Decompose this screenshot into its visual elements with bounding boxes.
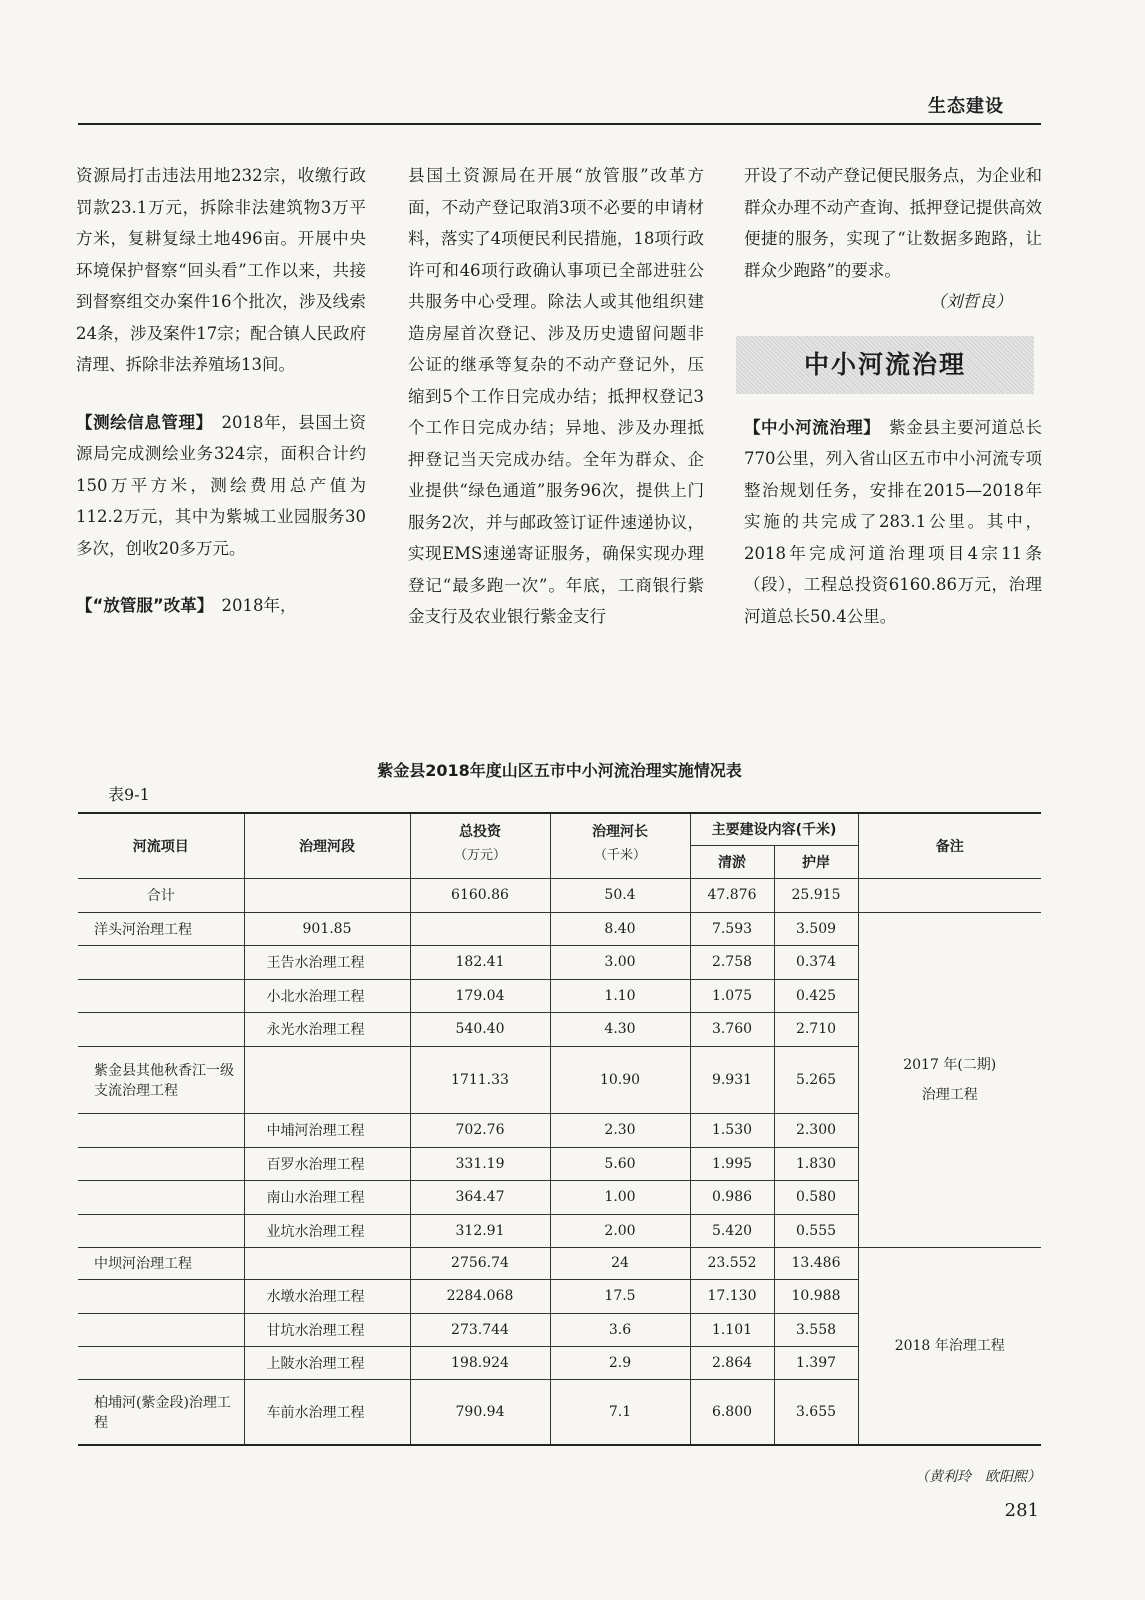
project-cell	[78, 1279, 244, 1313]
header-note: 备注	[858, 813, 1041, 878]
paragraph-text: 紫金县主要河道总长770公里，列入省山区五市中小河流专项整治规划任务，安排在2015—2018年实施的共完成了283.1公里。其中，2018年完成河道治理项目4宗11条（段），工程总投资6160.86万元，治理河道总长50.4公里。	[744, 417, 1043, 626]
length-cell: 24	[550, 1247, 690, 1279]
dredge-cell: 1.101	[690, 1313, 774, 1346]
length-cell: 50.4	[550, 878, 690, 912]
investment-cell: 790.94	[410, 1379, 550, 1445]
header-section: 治理河段	[244, 813, 410, 878]
text-column-2	[408, 160, 704, 633]
header-investment: 总投资 （万元）	[410, 813, 550, 878]
length-cell: 17.5	[550, 1279, 690, 1313]
note-line: 2017 年(二期)	[903, 1056, 997, 1073]
dredge-cell: 1.075	[690, 979, 774, 1012]
page-number: 281	[1004, 1500, 1039, 1521]
bank-cell: 2.300	[774, 1113, 858, 1147]
paragraph-heading: 【“放管服”改革】	[76, 596, 205, 615]
investment-cell: 702.76	[410, 1113, 550, 1147]
project-cell	[78, 1180, 244, 1214]
paragraph	[408, 160, 704, 633]
table-credit: （黄利玲 欧阳熙）	[915, 1469, 1041, 1485]
bank-cell: 2.710	[774, 1012, 858, 1046]
project-cell: 洋头河治理工程	[78, 912, 244, 945]
length-cell: 3.6	[550, 1313, 690, 1346]
project-cell: 紫金县其他秋香江一级支流治理工程	[78, 1046, 244, 1113]
length-cell: 5.60	[550, 1147, 690, 1180]
length-cell: 1.10	[550, 979, 690, 1012]
header-dredge: 清淤	[690, 845, 774, 878]
section-heading-box: 中小河流治理	[736, 336, 1034, 394]
dredge-cell: 9.931	[690, 1046, 774, 1113]
investment-cell: 331.19	[410, 1147, 550, 1180]
length-cell: 1.00	[550, 1180, 690, 1214]
dredge-cell: 1.530	[690, 1113, 774, 1147]
paragraph-text: 开设了不动产登记便民服务点，为企业和群众办理不动产查询、抵押登记提供高效便捷的服务，实现了“让数据多跑路，让群众少跑路”的要求。	[744, 166, 1042, 280]
investment-cell: 540.40	[410, 1012, 550, 1046]
paragraph	[76, 407, 366, 565]
bank-cell: 5.265	[774, 1046, 858, 1113]
table-row	[78, 1247, 1041, 1279]
investment-cell: 182.41	[410, 945, 550, 979]
section-cell: 中埔河治理工程	[244, 1113, 410, 1147]
paragraph-heading: 【中小河流治理】	[744, 417, 873, 437]
dredge-cell: 17.130	[690, 1279, 774, 1313]
dredge-cell: 0.986	[690, 1180, 774, 1214]
dredge-cell: 3.760	[690, 1012, 774, 1046]
investment-cell: 364.47	[410, 1180, 550, 1214]
section-cell	[244, 1247, 410, 1279]
paragraph-heading: 【测绘信息管理】	[76, 412, 205, 432]
section-cell: 小北水治理工程	[244, 979, 410, 1012]
paragraph-text: 县国土资源局在开展“放管服”改革方面，不动产登记取消3项不必要的申请材料，落实了4项便民利民措施，18项行政许可和46项行政确认事项已全部进驻公共服务中心受理。除法人或其他组织建造房屋首次登记、涉及历史遗留问题非公证的继承等复杂的不动产登记外，压缩到5个工作日完成办结；抵押权登记3个工作日完成办结；异地、涉及办理抵押登记当天完成办结。全年为群众、企业提供“绿色通道”服务96次，提供上门服务2次，并与邮政签订证件速递协议，实现EMS速递寄证服务，确保实现办理登记“最多跑一次”。年底，工商银行紫金支行及农业银行紫金支行	[408, 166, 704, 626]
project-cell	[78, 1313, 244, 1346]
bank-cell: 3.655	[774, 1379, 858, 1445]
paragraph-text: 资源局打击违法用地232宗，收缴行政罚款23.1万元，拆除非法建筑物3万平方米，复耕复绿土地496亩。开展中央环境保护督察“回头看”工作以来，共接到督察组交办案件16个批次，涉及线索24条，涉及案件17宗；配合镇人民政府清理、拆除非法养殖场13间。	[76, 166, 366, 374]
bank-cell: 3.558	[774, 1313, 858, 1346]
author-credit	[744, 286, 1042, 318]
paragraph-text: 2018年，	[204, 596, 297, 615]
investment-cell: 2756.74	[410, 1247, 550, 1279]
dredge-cell: 7.593	[690, 912, 774, 945]
dredge-cell: 2.758	[690, 945, 774, 979]
section-cell	[244, 1046, 410, 1113]
section-cell: 南山水治理工程	[244, 1180, 410, 1214]
investment-cell: 312.91	[410, 1214, 550, 1247]
section-cell: 901.85	[244, 912, 410, 945]
length-cell: 2.00	[550, 1214, 690, 1247]
dredge-cell: 47.876	[690, 878, 774, 912]
length-cell: 4.30	[550, 1012, 690, 1046]
header-bank: 护岸	[774, 845, 858, 878]
section-cell: 上陂水治理工程	[244, 1346, 410, 1379]
bank-cell: 0.374	[774, 945, 858, 979]
investment-cell	[410, 912, 550, 945]
investment-cell: 2284.068	[410, 1279, 550, 1313]
bank-cell: 0.555	[774, 1214, 858, 1247]
paragraph-text: （刘哲良）	[929, 292, 1012, 311]
note-line: 治理工程	[921, 1086, 978, 1103]
project-cell	[78, 1012, 244, 1046]
section-cell: 王告水治理工程	[244, 945, 410, 979]
dredge-cell: 6.800	[690, 1379, 774, 1445]
bank-cell: 1.397	[774, 1346, 858, 1379]
note-cell	[858, 912, 1041, 1247]
section-cell: 水墩水治理工程	[244, 1279, 410, 1313]
text-column-1	[76, 160, 366, 622]
investment-cell: 179.04	[410, 979, 550, 1012]
text-column-3	[744, 160, 1042, 632]
section-cell: 甘坑水治理工程	[244, 1313, 410, 1346]
header-rule	[78, 123, 1041, 125]
investment-cell: 1711.33	[410, 1046, 550, 1113]
table-row	[78, 912, 1041, 945]
header-main-content: 主要建设内容(千米)	[690, 813, 858, 845]
section-cell: 业坑水治理工程	[244, 1214, 410, 1247]
total-label-cell: 合计	[78, 878, 244, 912]
bank-cell: 3.509	[774, 912, 858, 945]
paragraph	[76, 160, 366, 381]
paragraph	[76, 590, 366, 622]
length-cell: 8.40	[550, 912, 690, 945]
investment-cell: 6160.86	[410, 878, 550, 912]
length-cell: 2.30	[550, 1113, 690, 1147]
length-cell: 3.00	[550, 945, 690, 979]
paragraph-text: 2018年，县国土资源局完成测绘业务324宗，面积合计约150万平方米，测绘费用总产值为112.2万元，其中为紫城工业园服务30多次，创收20多万元。	[76, 412, 366, 558]
header-length: 治理河长 （千米）	[550, 813, 690, 878]
project-cell	[78, 1147, 244, 1180]
project-cell	[78, 1346, 244, 1379]
bank-cell: 0.580	[774, 1180, 858, 1214]
table-row	[78, 878, 1041, 912]
project-cell: 柏埔河(紫金段)治理工程	[78, 1379, 244, 1445]
section-cell: 车前水治理工程	[244, 1379, 410, 1445]
bank-cell: 13.486	[774, 1247, 858, 1279]
project-cell	[78, 945, 244, 979]
dredge-cell: 5.420	[690, 1214, 774, 1247]
dredge-cell: 1.995	[690, 1147, 774, 1180]
header-project: 河流项目	[78, 813, 244, 878]
bank-cell: 25.915	[774, 878, 858, 912]
length-cell: 10.90	[550, 1046, 690, 1113]
bank-cell: 1.830	[774, 1147, 858, 1180]
project-cell	[78, 979, 244, 1012]
dredge-cell: 23.552	[690, 1247, 774, 1279]
river-governance-table	[78, 812, 1041, 1446]
project-cell: 中坝河治理工程	[78, 1247, 244, 1279]
project-cell	[78, 1214, 244, 1247]
section-cell	[244, 878, 410, 912]
length-cell: 7.1	[550, 1379, 690, 1445]
table-title: 紫金县2018年度山区五市中小河流治理实施情况表	[377, 761, 742, 780]
bank-cell: 0.425	[774, 979, 858, 1012]
project-cell	[78, 1113, 244, 1147]
paragraph	[744, 160, 1042, 286]
table-label: 表9-1	[108, 785, 150, 804]
length-cell: 2.9	[550, 1346, 690, 1379]
paragraph	[744, 412, 1042, 633]
dredge-cell: 2.864	[690, 1346, 774, 1379]
bank-cell: 10.988	[774, 1279, 858, 1313]
section-header-title: 生态建设	[928, 96, 1004, 117]
note-cell: 2018 年治理工程	[858, 1247, 1041, 1445]
note-cell	[858, 878, 1041, 912]
section-cell: 永光水治理工程	[244, 1012, 410, 1046]
investment-cell: 198.924	[410, 1346, 550, 1379]
section-cell: 百罗水治理工程	[244, 1147, 410, 1180]
investment-cell: 273.744	[410, 1313, 550, 1346]
